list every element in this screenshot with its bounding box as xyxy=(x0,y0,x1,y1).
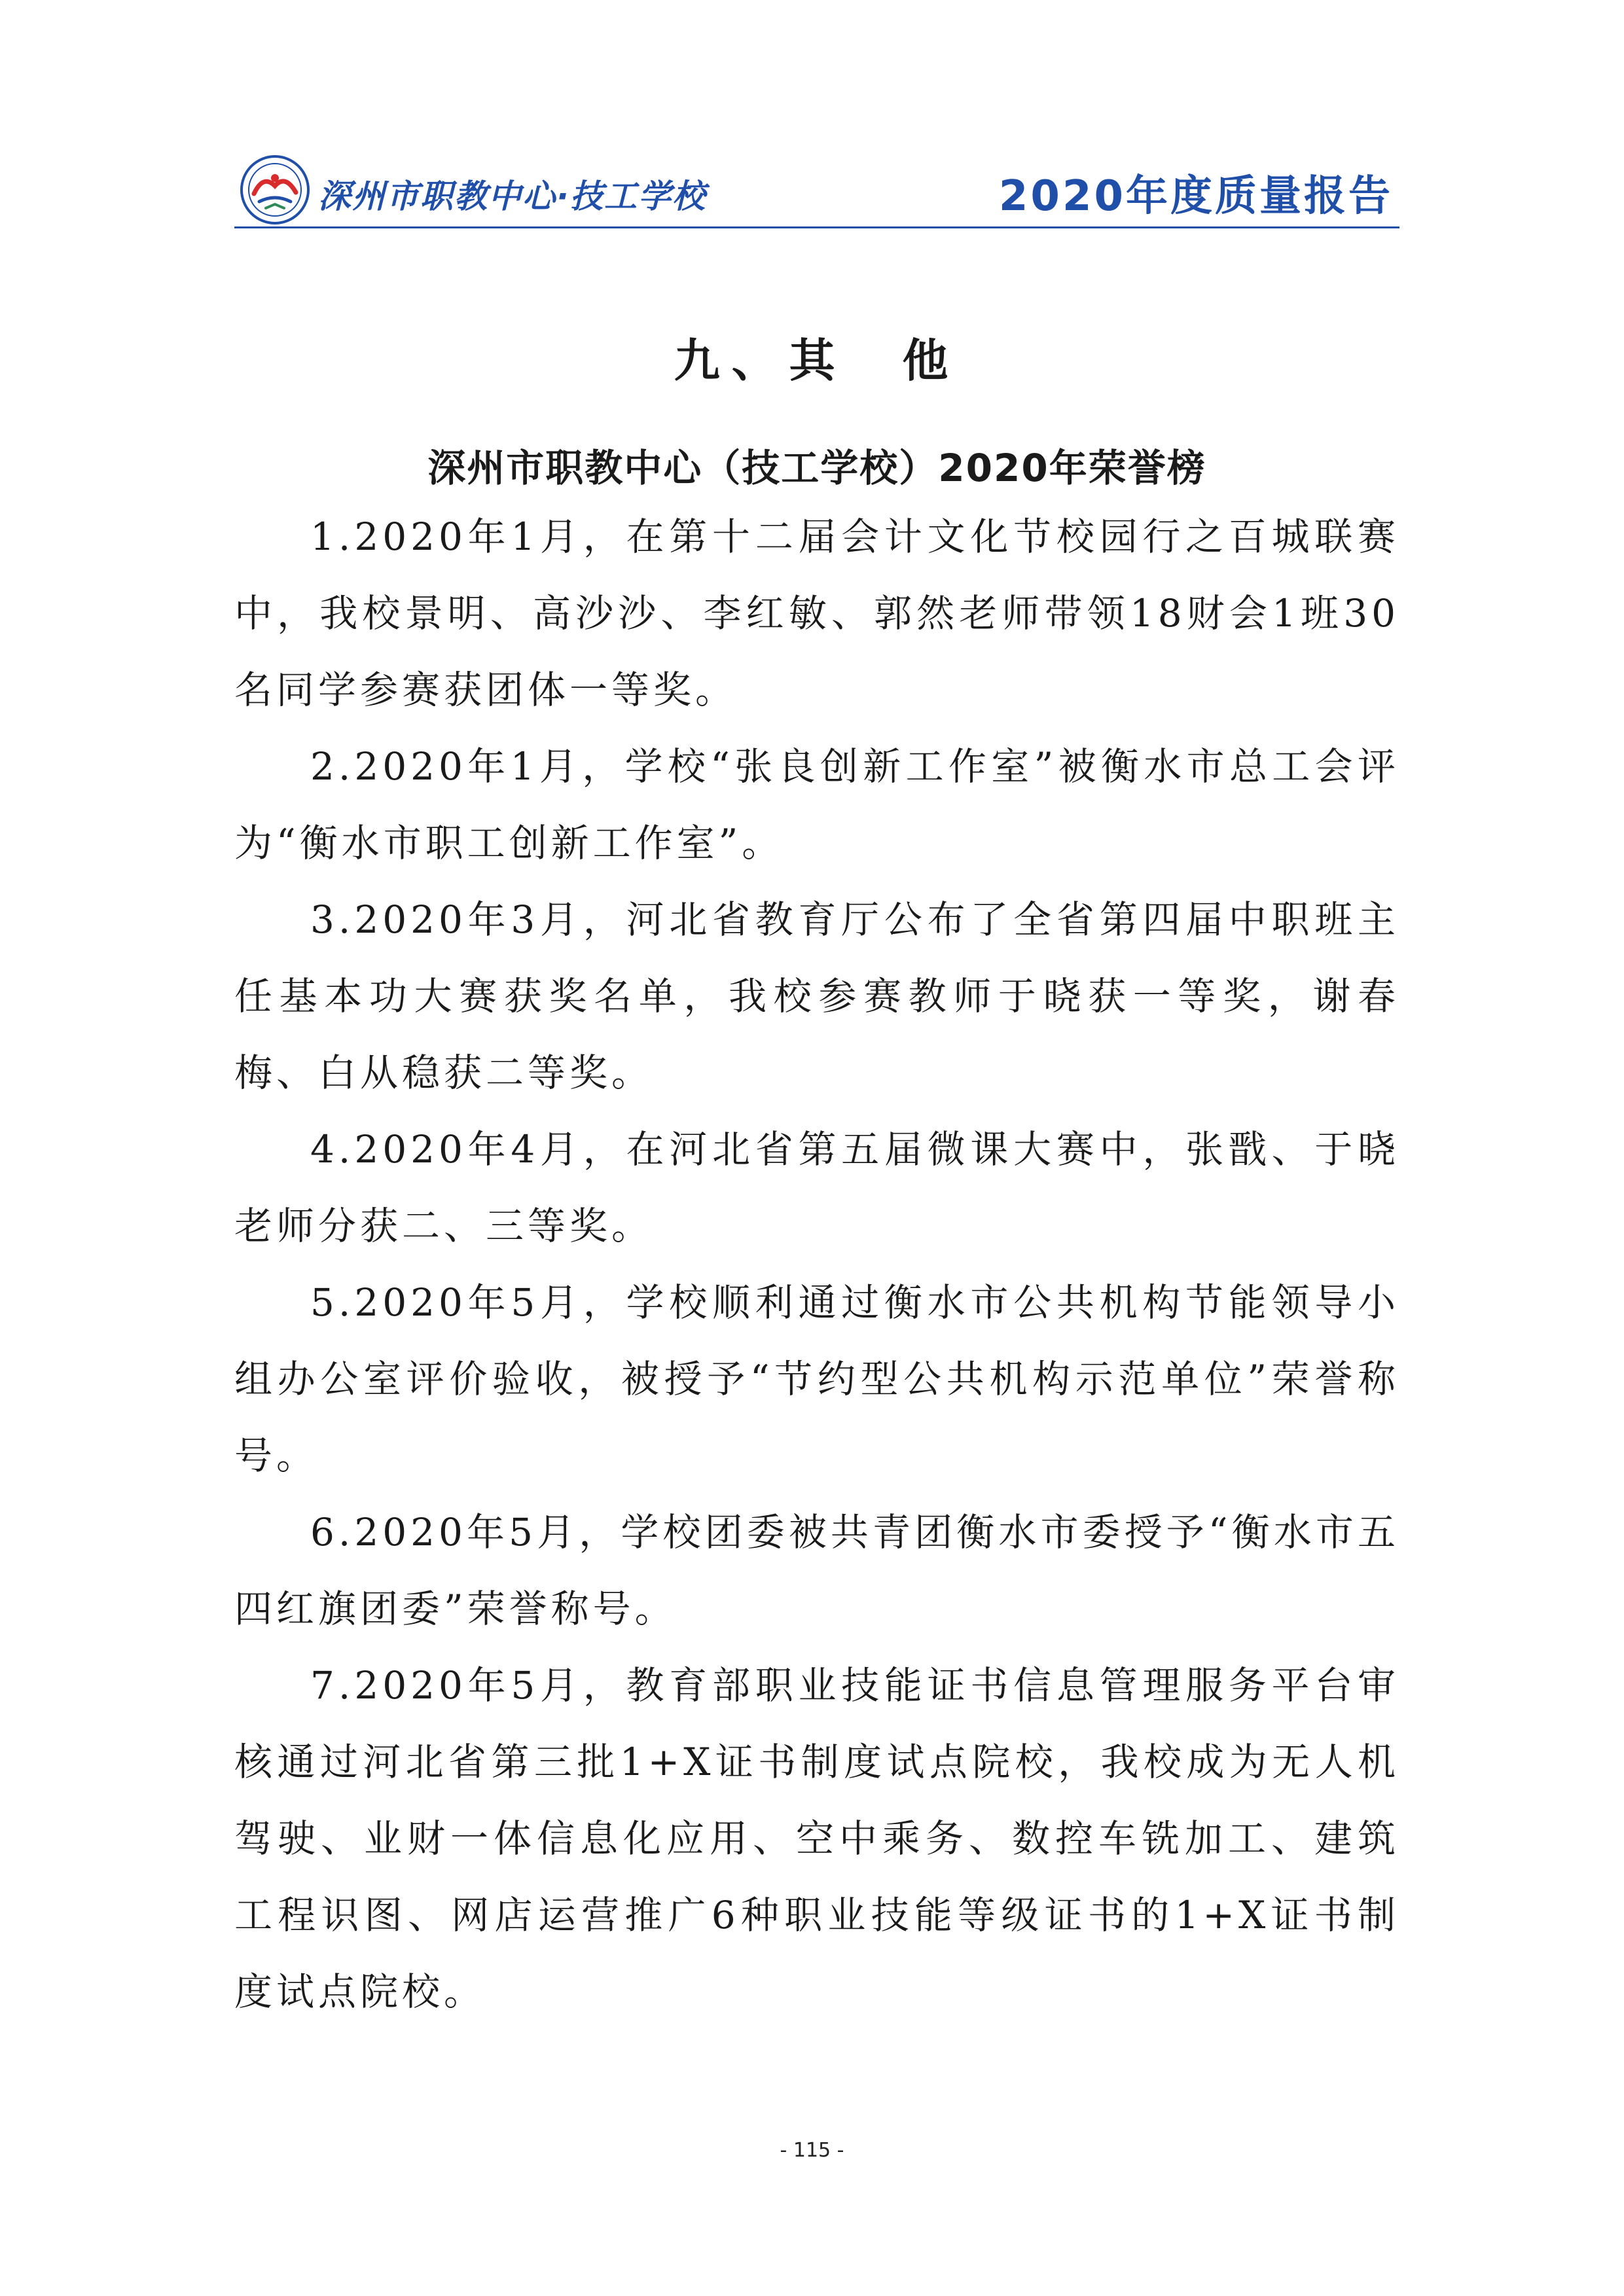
page-number: - 115 - xyxy=(780,2139,844,2162)
honor-item-7: 7.2020年5月，教育部职业技能证书信息管理服务平台审核通过河北省第三批1+X证书制度试点院校，我校成为无人机驾驶、业财一体信息化应用、空中乘务、数控车铣加工、建筑工程识图、网店运营推广6种职业技能等级证书的1+X证书制度试点院校。 xyxy=(234,1663,1399,2014)
report-title: 2020年度质量报告 xyxy=(998,172,1393,221)
honor-item-2: 2.2020年1月，学校“张良创新工作室”被衡水市总工会评为“衡水市职工创新工作室”。 xyxy=(234,744,1399,865)
honor-item-4: 4.2020年4月，在河北省第五届微课大赛中，张戬、于晓老师分获二、三等奖。 xyxy=(234,1127,1399,1248)
school-logo-icon xyxy=(240,154,310,225)
honor-item-5: 5.2020年5月，学校顺利通过衡水市公共机构节能领导小组办公室评价验收，被授予“节约型公共机构示范单位”荣誉称号。 xyxy=(234,1280,1399,1478)
honor-list xyxy=(234,499,1399,2030)
header-divider xyxy=(234,226,1399,228)
section-title: 九、其 他 xyxy=(674,332,960,387)
honor-item-6: 6.2020年5月，学校团委被共青团衡水市委授予“衡水市五四红旗团委”荣誉称号。 xyxy=(234,1510,1399,1631)
page-header xyxy=(234,143,1399,228)
school-name: 深州市职教中心·技工学校 xyxy=(318,177,706,215)
honor-item-3: 3.2020年3月，河北省教育厅公布了全省第四届中职班主任基本功大赛获奖名单，我校参赛教师于晓获一等奖，谢春梅、白从稳获二等奖。 xyxy=(234,897,1399,1095)
honor-list-title: 深州市职教中心（技工学校）2020年荣誉榜 xyxy=(427,446,1206,491)
honor-item-1: 1.2020年1月，在第十二届会计文化节校园行之百城联赛中，我校景明、高沙沙、李红敏、郭然老师带领18财会1班30名同学参赛获团体一等奖。 xyxy=(234,514,1399,712)
